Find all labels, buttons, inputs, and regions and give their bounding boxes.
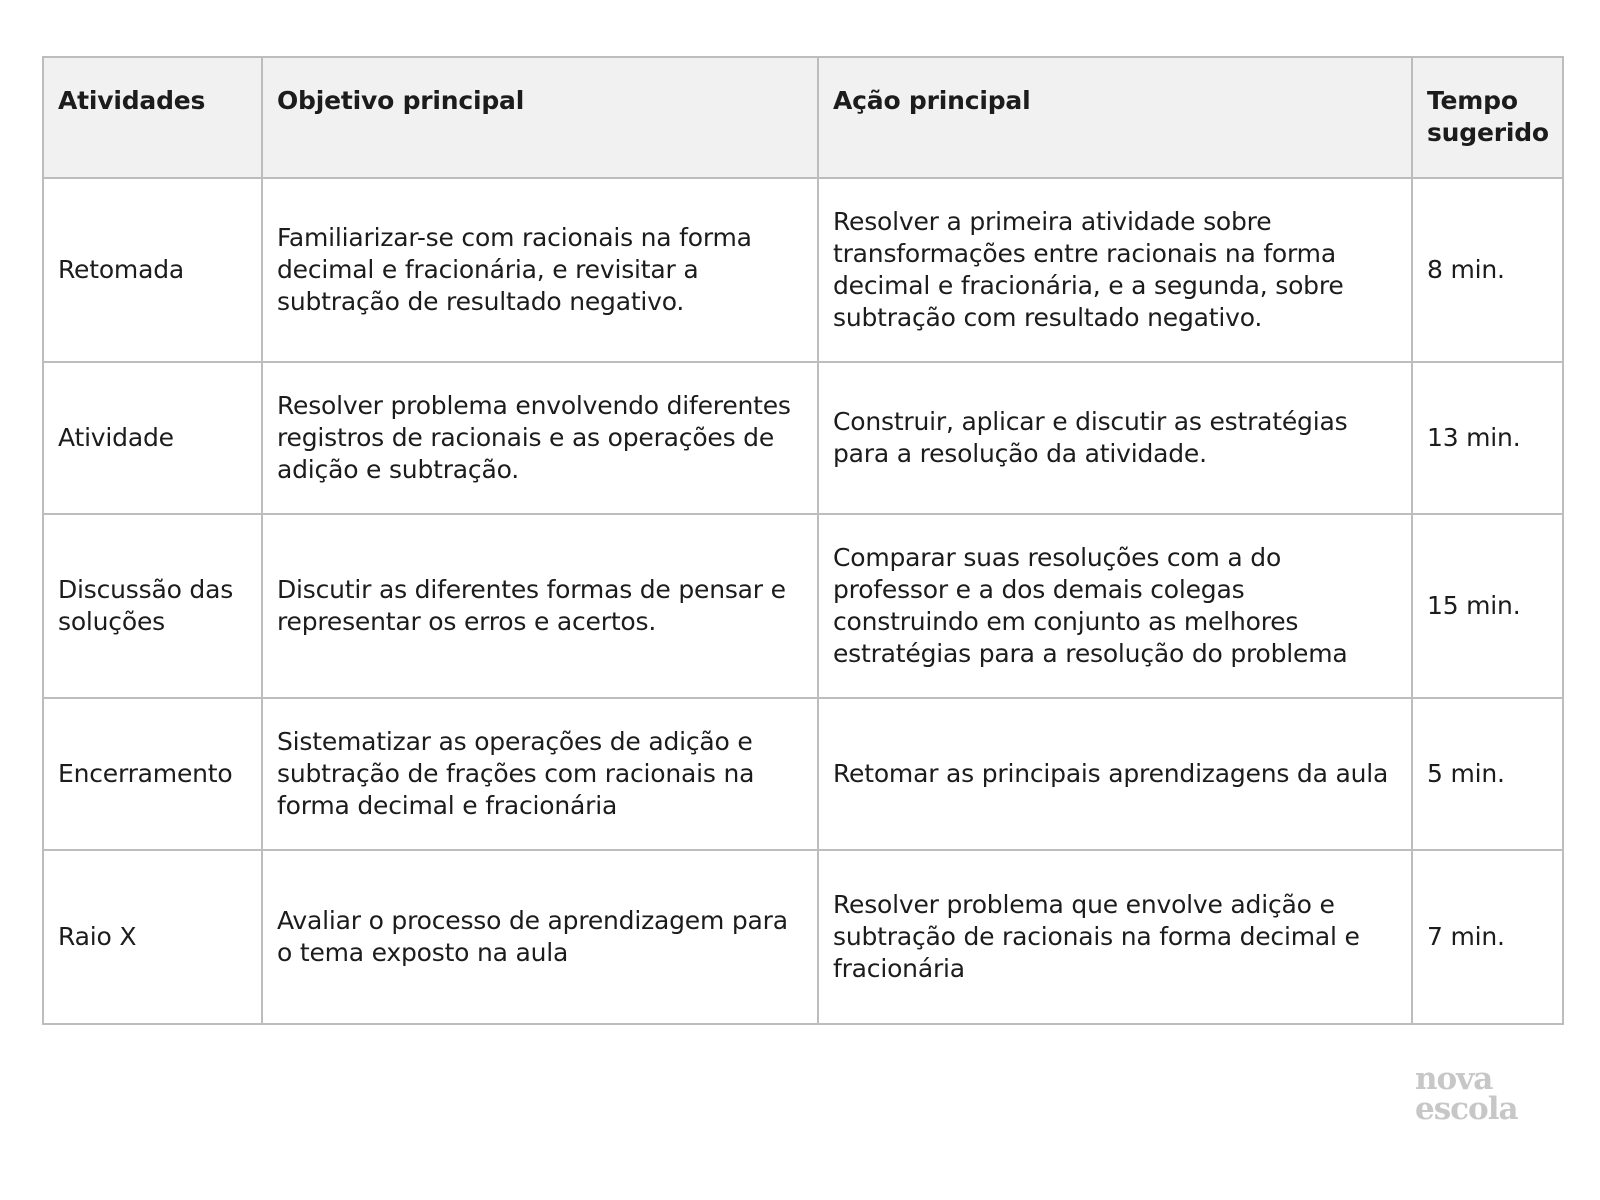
cell-atividade: Discussão das soluções xyxy=(43,514,262,698)
cell-objetivo: Discutir as diferentes formas de pensar e representar os erros e acertos. xyxy=(262,514,818,698)
cell-acao: Retomar as principais aprendizagens da aula xyxy=(818,698,1412,850)
cell-acao: Comparar suas resoluções com a do professor e a dos demais colegas construindo em conjunto as melhores estratégias para a resolução do problema xyxy=(818,514,1412,698)
cell-objetivo: Resolver problema envolvendo diferentes registros de racionais e as operações de adição e subtração. xyxy=(262,362,818,514)
cell-atividade: Atividade xyxy=(43,362,262,514)
cell-objetivo: Sistematizar as operações de adição e subtração de frações com racionais na forma decimal e fracionária xyxy=(262,698,818,850)
cell-objetivo: Familiarizar-se com racionais na forma decimal e fracionária, e revisitar a subtração de resultado negativo. xyxy=(262,178,818,362)
cell-atividade: Encerramento xyxy=(43,698,262,850)
cell-acao: Resolver a primeira atividade sobre transformações entre racionais na forma decimal e fracionária, e a segunda, sobre subtração com resultado negativo. xyxy=(818,178,1412,362)
header-objetivo-principal: Objetivo principal xyxy=(262,57,818,178)
header-acao-principal: Ação principal xyxy=(818,57,1412,178)
cell-acao: Construir, aplicar e discutir as estratégias para a resolução da atividade. xyxy=(818,362,1412,514)
table-row xyxy=(43,850,1563,1024)
cell-tempo: 15 min. xyxy=(1412,514,1563,698)
table-row xyxy=(43,362,1563,514)
table-row xyxy=(43,698,1563,850)
lesson-plan-table xyxy=(42,56,1564,1025)
cell-objetivo: Avaliar o processo de aprendizagem para o tema exposto na aula xyxy=(262,850,818,1024)
table-header-row xyxy=(43,57,1563,178)
cell-tempo: 8 min. xyxy=(1412,178,1563,362)
header-atividades: Atividades xyxy=(43,57,262,178)
cell-tempo: 13 min. xyxy=(1412,362,1563,514)
cell-atividade: Retomada xyxy=(43,178,262,362)
table-row xyxy=(43,178,1563,362)
cell-acao: Resolver problema que envolve adição e subtração de racionais na forma decimal e fracionária xyxy=(818,850,1412,1024)
nova-escola-logo xyxy=(1415,1061,1535,1127)
cell-tempo: 5 min. xyxy=(1412,698,1563,850)
logo-line-escola: escola xyxy=(1415,1091,1518,1127)
cell-atividade: Raio X xyxy=(43,850,262,1024)
cell-tempo: 7 min. xyxy=(1412,850,1563,1024)
table-row xyxy=(43,514,1563,698)
logo-line-nova: nova xyxy=(1415,1061,1493,1097)
header-tempo-sugerido: Tempo sugerido xyxy=(1412,57,1563,178)
